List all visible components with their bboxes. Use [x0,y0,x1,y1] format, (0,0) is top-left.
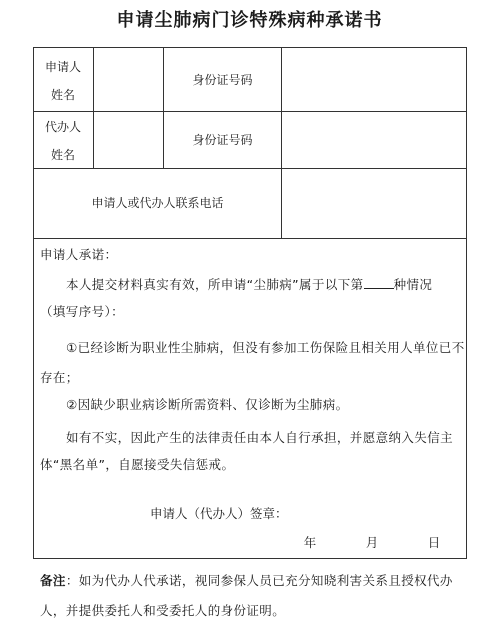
pledge-heading: 申请人承诺： [40,247,118,262]
date-day: 日 [427,535,441,550]
note-text: ：如为代办人代承诺，视同参保人员已充分知晓利害关系且授权代办人，并提供委托人和受委托人的身份证明。 [40,573,453,618]
pledge-statement-cont: （填写序号）： [40,304,125,319]
date-year: 年 [303,535,317,550]
agent-id-label: 身份证号码 [192,133,253,147]
page-title: 申请尘肺病门诊特殊病种承诺书 [116,10,383,31]
agent-id-field[interactable] [282,112,466,168]
contact-phone-label: 申请人或代办人联系电话 [91,196,224,210]
applicant-name-label: 申请人 姓名 [44,60,81,102]
option-1: ①已经诊断为职业性尘肺病，但没有参加工伤保险且相关用人单位已不存在； [40,340,465,385]
applicant-name-field[interactable] [94,48,163,111]
row-divider [33,238,467,239]
liability-statement: 如有不实，因此产生的法律责任由本人自行承担，并愿意纳入失信主体“黑名单”，自愿接受失信惩戒。 [40,430,454,472]
applicant-id-label: 身份证号码 [192,73,253,87]
agent-name-label: 代办人 姓名 [44,120,81,162]
note-label: 备注 [40,573,66,588]
agent-name-field[interactable] [94,112,163,168]
contact-phone-field[interactable] [282,169,466,238]
applicant-id-field[interactable] [282,48,466,111]
signature-label: 申请人（代办人）签章： [150,506,288,521]
date-month: 月 [365,535,379,550]
option-2: ②因缺少职业病诊断所需资料、仅诊断为尘肺病。 [66,397,349,412]
footnote [40,566,470,626]
pledge-statement: 本人提交材料真实有效，所申请“尘肺病”属于以下第 种情况 [66,277,433,292]
situation-number-field[interactable] [364,276,394,289]
